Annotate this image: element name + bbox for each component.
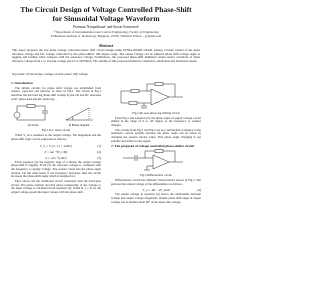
equation-3-number: (3) (97, 155, 101, 160)
figure-3 (111, 149, 201, 178)
figure-1 (11, 102, 101, 133)
figure-3-caption: Fig.3 Differentiator circuit (140, 173, 172, 178)
body-paragraph-3: Differentiator circuit has different characteristics shown in Fig.3. The gain and the output voltage of the differentiator as follows, (111, 177, 201, 186)
figure-3-graphic (111, 149, 201, 173)
figure-2 (111, 81, 201, 116)
figure-2-caption: Fig.2 All-pass phase lag shifting circuit (132, 111, 180, 115)
left-column (11, 81, 101, 196)
equation-1-number: (1) (97, 143, 101, 148)
phasor-diagram (66, 108, 93, 120)
allpass-opamp-schematic (121, 83, 183, 109)
body-paragraph-4: The output voltage in equation (4) shows the relationship between voltage and output voltage magnitude. Output phase shift angle of output voltage can be shifted about 90° of the input sine voltage. (111, 192, 201, 204)
figure-1a-label: a) Circuit (27, 124, 39, 128)
figure-2-graphic (111, 81, 201, 111)
intro-paragraph-4: Fig.2 shows the the traditional circuit connected with the band-pass circuit. The phase relation and this phase relationship of the voltage to the input voltage is calculated from equation (3). When R_f = R_in, the output voltage equals the input voltage with the phase shift. (11, 179, 101, 195)
figure-1b-label: b) Phasor diagram (68, 124, 90, 128)
paper-title (10, 6, 202, 23)
equation-4 (111, 187, 201, 193)
title-line-2: for Sinusoidal Voltage Waveform (52, 13, 160, 23)
intro-paragraph-3: From equation (2) the negative sign of θ means the output voltage phase-shift is lagging. From (3) the capacitor voltage is compared with the frequency to supply voltage. The resistor value sets the phase angle relation. On the other hand, if the frequency increases, then the circuit increases the phase-shift angle which is designed for. (11, 159, 101, 179)
affiliation-line-2: Pathumwan Institute of Technology, Bangkok, 10330, Thailand. Email: ...@gmail.com (50, 33, 162, 38)
equation-2-body: θ = tan⁻¹(X_C/R) (44, 149, 68, 154)
keywords: Keywords: circuit design, voltage control, phase shift voltage (12, 72, 88, 76)
right-column (111, 81, 201, 206)
intro-paragraph-1: The simple circuits for phase shift voltage are established from resistor, capacitor and inductor as show in Fig.1. The circuit in Fig.1 describes the lead and lag phase shift voltage by the CR and RC networks as RC phase lead and RC phase lag. (11, 85, 101, 101)
figure-1-caption: Fig.1 R-C series circuit (42, 128, 70, 133)
equation-3 (11, 155, 101, 161)
title-line-1: The Circuit Design of Voltage Controlled Phase-Shift (20, 5, 192, 14)
equation-3-body: θ = -tan⁻¹(ωRC) (45, 155, 67, 160)
differentiator-schematic (123, 150, 183, 171)
svg-text:−: − (156, 96, 158, 100)
body-paragraph-2: The circuits from Fig.1 and Fig.2 are not comfortable to employ in the automatic control systems because the phase angle can be tuned by changing the passive device value. This phase angle changing is not suitable and stable for the signal. (111, 127, 201, 143)
author-list: Pramuan Nonpatthana¹ and Suwat Somsawat² (73, 25, 139, 29)
equation-4-body: V_o = -RC · dV_in/dt (142, 188, 170, 193)
affiliation (14, 31, 198, 39)
section-heading-proposed: 2. The proposed of voltage controlled phase-shifter circuit (111, 143, 195, 148)
figure-1-graphic (11, 102, 101, 128)
svg-text:+: + (156, 101, 158, 105)
intro-paragraph-2: When V_in is assumed as the output voltage. The magnitude and the phase shift angle can be expressed as follows, (11, 133, 101, 141)
abstract-text: This paper proposes the low-noise voltage controlled phase shift circuit design using INTRA-BAND OSAB. Analog Circuits consist of the input reference voltage and DC voltage controlled by the phase-shifter 180 degree range. The output voltage can be adjusted phase shift voltage angle at lagging and leading when compare with the reference voltage. Furthermore, the proposed phase-shift unlimited output and/or variations of input reference voltage from 1 to 10 peak voltage and 10 to 100 Hertz. The validity of this proposed method is verified by simulation and formation results. (12, 48, 200, 64)
equation-4-number: (4) (197, 188, 201, 193)
equation-2-number: (2) (97, 149, 101, 154)
body-paragraph-1: From Fig.2 and equation (3), the phase angle of output voltage can be shifted in the range of 0 to -90 degree as the frequency or resistor changes. (111, 115, 201, 127)
rc-circuit-schematic (14, 105, 48, 121)
equation-1-body: V_o = V_in / (1 + jωRC) (39, 143, 73, 148)
section-heading-introduction: 1. Introduction (11, 81, 33, 85)
affiliation-line-1: ¹,²Department of Instrumentation and Control Engineering, Faculty of Engineering (53, 30, 159, 34)
abstract-heading: Abstract (98, 43, 114, 48)
